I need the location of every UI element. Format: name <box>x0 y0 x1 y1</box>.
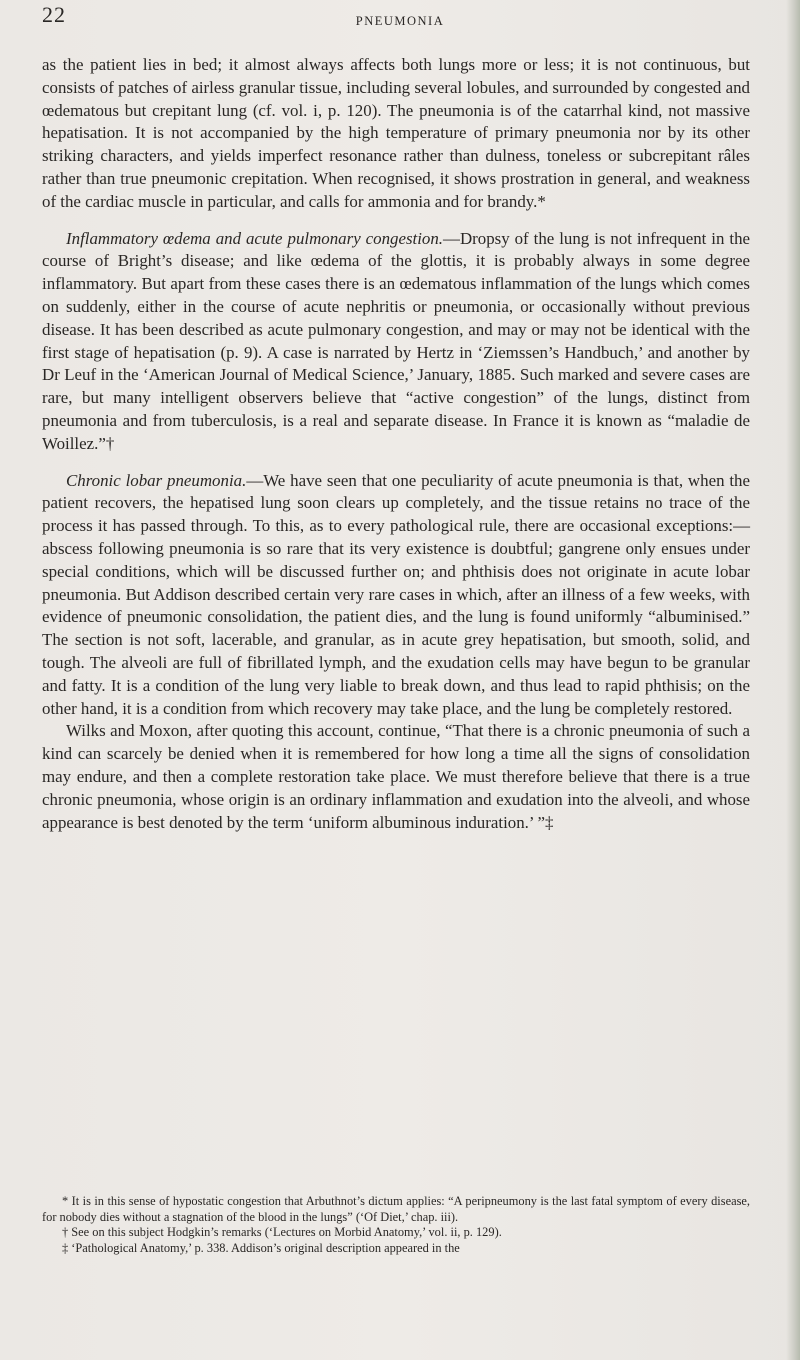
section-heading-chronic-lobar-pneumonia: Chronic lobar pneumonia. <box>66 470 247 490</box>
paragraph-continuation: as the patient lies in bed; it almost always affects both lungs more or less; it is not continuous, but consists of patches of airless granular tissue, including several lobules, and surrounded by congested and œdematous but crepitant lung (cf. vol. i, p. 120). The pneumonia is of the catarrhal kind, not massive hepatisation. It is not accompanied by the high temperature of primary pneumonia nor by its other striking characters, and yields imperfect resonance rather than dulness, toneless or subcrepitant râles rather than true pneumonic crepitation. When recognised, it shows prostration in general, and weakness of the cardiac muscle in particular, and calls for ammonia and for brandy.* <box>42 55 750 211</box>
page-edge <box>786 0 800 1360</box>
footnote-2: † See on this subject Hodgkin’s remarks (‘Lectures on Morbid Anatomy,’ vol. ii, p. 129). <box>62 1225 502 1240</box>
running-title: PNEUMONIA <box>355 14 445 28</box>
paragraph-inflammatory-oedema <box>42 228 750 456</box>
paragraph-wilks-moxon: Wilks and Moxon, after quoting this account, continue, “That there is a chronic pneumonia of such a kind can scarcely be denied when it is remembered for how long a time all the signs of consolidation may endure, and then a complete restoration take place. We must therefore believe that there is a true chronic pneumonia, whose origin is an ordinary inflammation and exudation into the alveoli, and whose appearance is best denoted by the term ‘uniform albuminous induration.’ ”‡ <box>42 721 750 832</box>
page-number: 22 <box>42 2 66 27</box>
paragraph-text: —Dropsy of the lung is not infrequent in the course of Bright’s disease; and like œdema of the glottis, it is probably always in some degree inflammatory. But apart from these cases there is an œdematous inflammation of the lungs which comes on suddenly, either in the course of acute nephritis or pneumonia, or occasionally without previous disease. It has been described as acute pulmonary congestion, and may or may not be identical with the first stage of hepatisation (p. 9). A case is narrated by Hertz in ‘Ziemssen’s Handbuch,’ and another by Dr Leuf in the ‘American Journal of Medical Science,’ January, 1885. Such marked and severe cases are rare, but many intelligent observers believe that “active congestion” of the lungs, distinct from pneumonia and from tuberculosis, is a real and separate disease. In France it is known as “maladie de Woillez.”† <box>42 228 751 453</box>
paragraph-chronic-lobar-pneumonia <box>42 470 750 721</box>
section-heading-inflammatory-oedema: Inflammatory œdema and acute pulmonary congestion. <box>66 228 444 248</box>
footnote-1: * It is in this sense of hypostatic congestion that Arbuthnot’s dictum applies: “A peripneumony is the last fatal symptom of every disease, for nobody dies without a stagnation of the blood in the lungs” (‘Of Diet,’ chap. iii). <box>42 1194 750 1224</box>
body-text <box>42 54 750 834</box>
paragraph-text: —We have seen that one peculiarity of acute pneumonia is that, when the patient recovers, the hepatised lung soon clears up completely, and the tissue retains no trace of the process it has passed through. To this, as to every pathological rule, there are occasional exceptions:—abscess following pneumonia is so rare that its very existence is doubtful; gangrene only ensues under special conditions, which will be discussed further on; and phthisis does not originate in acute lobar pneumonia. But Addison described certain very rare cases in which, after an illness of a few weeks, with evidence of pneumonic consolidation, the patient dies, and the lung is found uniformly “albuminised.” The section is not soft, lacerable, and granular, as in acute grey hepatisation, but smooth, solid, and tough. The alveoli are full of fibrillated lymph, and the exudation cells may have begun to be granular and fatty. It is a condition of the lung very liable to break down, and thus lead to rapid phthisis; on the other hand, it is a condition from which recovery may take place, and the lung be completely restored. <box>42 470 750 718</box>
footnotes <box>42 1194 750 1256</box>
footnote-3: ‡ ‘Pathological Anatomy,’ p. 338. Addison’s original description appeared in the <box>62 1240 460 1255</box>
